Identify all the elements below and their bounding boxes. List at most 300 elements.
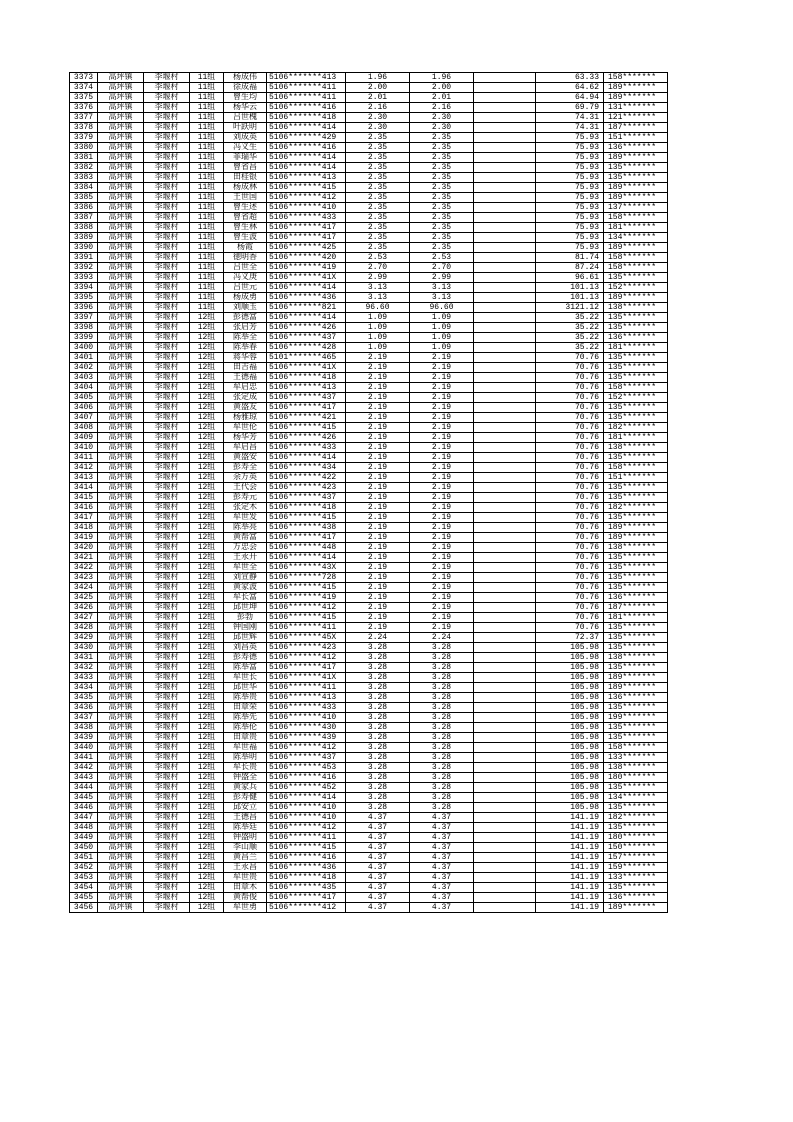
amount-cell: 105.98 [536,703,604,713]
table-row [70,883,668,893]
amount-cell: 63.33 [536,73,604,83]
area-cell: 2.19 [346,423,410,433]
amount-cell: 70.76 [536,583,604,593]
row-number-cell: 3452 [70,863,98,873]
name-cell: 刘顺玉 [224,303,267,313]
area-cell: 2.19 [346,363,410,373]
name-cell: 王德福 [224,373,267,383]
table-row [70,493,668,503]
table-row [70,433,668,443]
confirmed-area-cell: 4.37 [410,883,474,893]
row-number-cell: 3407 [70,413,98,423]
phone-cell: 135******* [604,353,668,363]
town-cell: 高坪镇 [98,283,144,293]
group-cell: 12组 [190,443,224,453]
area-cell: 2.19 [346,493,410,503]
row-number-cell: 3439 [70,733,98,743]
phone-cell: 135******* [604,723,668,733]
blank-cell [474,483,536,493]
id-number-cell: 5106*******41X [267,673,346,683]
id-number-cell: 5106*******421 [267,413,346,423]
table-row [70,863,668,873]
town-cell: 高坪镇 [98,693,144,703]
name-cell: 邱世华 [224,683,267,693]
village-cell: 李堰村 [144,773,190,783]
id-number-cell: 5106*******414 [267,123,346,133]
area-cell: 2.35 [346,143,410,153]
group-cell: 11组 [190,163,224,173]
confirmed-area-cell: 2.24 [410,633,474,643]
name-cell: 田桂银 [224,173,267,183]
row-number-cell: 3396 [70,303,98,313]
town-cell: 高坪镇 [98,713,144,723]
group-cell: 11组 [190,123,224,133]
table-row [70,113,668,123]
group-cell: 11组 [190,303,224,313]
blank-cell [474,493,536,503]
id-number-cell: 5106*******415 [267,513,346,523]
village-cell: 李堰村 [144,903,190,913]
id-number-cell: 5106*******439 [267,733,346,743]
town-cell: 高坪镇 [98,583,144,593]
town-cell: 高坪镇 [98,813,144,823]
phone-cell: 189******* [604,673,668,683]
table-row [70,473,668,483]
phone-cell: 158******* [604,253,668,263]
row-number-cell: 3453 [70,873,98,883]
village-cell: 李堰村 [144,753,190,763]
id-number-cell: 5106*******448 [267,543,346,553]
table-row [70,83,668,93]
confirmed-area-cell: 2.35 [410,233,474,243]
blank-cell [474,323,536,333]
phone-cell: 133******* [604,873,668,883]
town-cell: 高坪镇 [98,193,144,203]
id-number-cell: 5106*******452 [267,783,346,793]
id-number-cell: 5106*******414 [267,283,346,293]
name-cell: 邱世辉 [224,633,267,643]
id-number-cell: 5106*******414 [267,453,346,463]
phone-cell: 135******* [604,583,668,593]
name-cell: 徐成福 [224,83,267,93]
amount-cell: 70.76 [536,373,604,383]
row-number-cell: 3420 [70,543,98,553]
id-number-cell: 5106*******410 [267,203,346,213]
village-cell: 李堰村 [144,663,190,673]
town-cell: 高坪镇 [98,783,144,793]
name-cell: 吕世全 [224,263,267,273]
table-row [70,143,668,153]
village-cell: 李堰村 [144,783,190,793]
area-cell: 3.28 [346,673,410,683]
name-cell: 牟世福 [224,743,267,753]
group-cell: 12组 [190,793,224,803]
name-cell: 张启芳 [224,323,267,333]
town-cell: 高坪镇 [98,143,144,153]
amount-cell: 105.98 [536,713,604,723]
id-number-cell: 5101*******465 [267,353,346,363]
area-cell: 3.13 [346,283,410,293]
town-cell: 高坪镇 [98,603,144,613]
table-row [70,763,668,773]
confirmed-area-cell: 3.28 [410,673,474,683]
village-cell: 李堰村 [144,363,190,373]
confirmed-area-cell: 2.99 [410,273,474,283]
amount-cell: 75.93 [536,193,604,203]
amount-cell: 75.93 [536,153,604,163]
id-number-cell: 5106*******453 [267,763,346,773]
table-row [70,223,668,233]
area-cell: 2.35 [346,223,410,233]
table-row [70,453,668,463]
amount-cell: 35.22 [536,313,604,323]
blank-cell [474,863,536,873]
group-cell: 12组 [190,753,224,763]
blank-cell [474,463,536,473]
group-cell: 12组 [190,643,224,653]
village-cell: 李堰村 [144,873,190,883]
town-cell: 高坪镇 [98,263,144,273]
area-cell: 3.28 [346,713,410,723]
group-cell: 12组 [190,833,224,843]
phone-cell: 152******* [604,283,668,293]
blank-cell [474,883,536,893]
id-number-cell: 5106*******436 [267,293,346,303]
name-cell: 曾生均 [224,93,267,103]
confirmed-area-cell: 2.19 [410,413,474,423]
blank-cell [474,353,536,363]
area-cell: 2.35 [346,233,410,243]
table-body [70,73,668,913]
blank-cell [474,743,536,753]
id-number-cell: 5106*******437 [267,393,346,403]
area-cell: 3.28 [346,733,410,743]
confirmed-area-cell: 2.19 [410,533,474,543]
area-cell: 2.70 [346,263,410,273]
village-cell: 李堰村 [144,393,190,403]
row-number-cell: 3437 [70,713,98,723]
area-cell: 1.09 [346,343,410,353]
amount-cell: 70.76 [536,363,604,373]
village-cell: 李堰村 [144,233,190,243]
name-cell: 陈举明 [224,753,267,763]
id-number-cell: 5106*******41X [267,363,346,373]
name-cell: 张定木 [224,503,267,513]
amount-cell: 70.76 [536,473,604,483]
town-cell: 高坪镇 [98,653,144,663]
village-cell: 李堰村 [144,523,190,533]
amount-cell: 105.98 [536,723,604,733]
id-number-cell: 5106*******437 [267,753,346,763]
confirmed-area-cell: 4.37 [410,813,474,823]
group-cell: 11组 [190,293,224,303]
town-cell: 高坪镇 [98,843,144,853]
area-cell: 4.37 [346,823,410,833]
row-number-cell: 3418 [70,523,98,533]
id-number-cell: 5106*******433 [267,213,346,223]
confirmed-area-cell: 2.19 [410,473,474,483]
confirmed-area-cell: 3.28 [410,713,474,723]
table-row [70,693,668,703]
table-row [70,163,668,173]
confirmed-area-cell: 4.37 [410,893,474,903]
confirmed-area-cell: 3.28 [410,753,474,763]
town-cell: 高坪镇 [98,863,144,873]
village-cell: 李堰村 [144,893,190,903]
name-cell: 黄昌兰 [224,853,267,863]
confirmed-area-cell: 2.19 [410,613,474,623]
area-cell: 2.35 [346,203,410,213]
confirmed-area-cell: 4.37 [410,843,474,853]
table-row [70,183,668,193]
phone-cell: 151******* [604,473,668,483]
confirmed-area-cell: 2.19 [410,603,474,613]
row-number-cell: 3377 [70,113,98,123]
area-cell: 2.53 [346,253,410,263]
id-number-cell: 5106*******435 [267,883,346,893]
table-row [70,713,668,723]
area-cell: 2.19 [346,433,410,443]
group-cell: 11组 [190,233,224,243]
town-cell: 高坪镇 [98,373,144,383]
town-cell: 高坪镇 [98,363,144,373]
name-cell: 钟盛明 [224,833,267,843]
amount-cell: 70.76 [536,613,604,623]
row-number-cell: 3379 [70,133,98,143]
name-cell: 钟盛全 [224,773,267,783]
amount-cell: 64.94 [536,93,604,103]
phone-cell: 180******* [604,833,668,843]
group-cell: 12组 [190,883,224,893]
id-number-cell: 5106*******417 [267,533,346,543]
table-row [70,353,668,363]
row-number-cell: 3419 [70,533,98,543]
town-cell: 高坪镇 [98,173,144,183]
area-cell: 2.00 [346,83,410,93]
blank-cell [474,193,536,203]
phone-cell: 181******* [604,433,668,443]
phone-cell: 181******* [604,343,668,353]
town-cell: 高坪镇 [98,563,144,573]
area-cell: 2.24 [346,633,410,643]
group-cell: 12组 [190,353,224,363]
name-cell: 陈举贵 [224,693,267,703]
amount-cell: 70.76 [536,503,604,513]
village-cell: 李堰村 [144,533,190,543]
name-cell: 钟国刚 [224,623,267,633]
name-cell: 彭德富 [224,313,267,323]
group-cell: 12组 [190,453,224,463]
blank-cell [474,723,536,733]
id-number-cell: 5106*******413 [267,383,346,393]
phone-cell: 158******* [604,73,668,83]
town-cell: 高坪镇 [98,473,144,483]
table-row [70,213,668,223]
confirmed-area-cell: 2.53 [410,253,474,263]
village-cell: 李堰村 [144,683,190,693]
town-cell: 高坪镇 [98,413,144,423]
row-number-cell: 3406 [70,403,98,413]
id-number-cell: 5106*******418 [267,373,346,383]
town-cell: 高坪镇 [98,573,144,583]
table-row [70,393,668,403]
group-cell: 11组 [190,263,224,273]
table-row [70,773,668,783]
id-number-cell: 5106*******418 [267,873,346,883]
table-row [70,583,668,593]
group-cell: 11组 [190,223,224,233]
phone-cell: 135******* [604,783,668,793]
confirmed-area-cell: 3.28 [410,653,474,663]
village-cell: 李堰村 [144,863,190,873]
amount-cell: 105.98 [536,673,604,683]
village-cell: 李堰村 [144,833,190,843]
village-cell: 李堰村 [144,293,190,303]
row-number-cell: 3441 [70,753,98,763]
amount-cell: 105.98 [536,683,604,693]
area-cell: 2.35 [346,213,410,223]
amount-cell: 70.76 [536,573,604,583]
amount-cell: 75.93 [536,223,604,233]
group-cell: 12组 [190,583,224,593]
phone-cell: 135******* [604,403,668,413]
name-cell: 王世国 [224,193,267,203]
confirmed-area-cell: 3.28 [410,743,474,753]
area-cell: 2.19 [346,583,410,593]
name-cell: 曾生述 [224,203,267,213]
row-number-cell: 3427 [70,613,98,623]
id-number-cell: 5106*******419 [267,263,346,273]
town-cell: 高坪镇 [98,493,144,503]
group-cell: 11组 [190,203,224,213]
confirmed-area-cell: 3.28 [410,643,474,653]
id-number-cell: 5106*******410 [267,713,346,723]
table-row [70,893,668,903]
village-cell: 李堰村 [144,463,190,473]
id-number-cell: 5106*******417 [267,233,346,243]
id-number-cell: 5106*******728 [267,573,346,583]
village-cell: 李堰村 [144,813,190,823]
table-row [70,523,668,533]
table-row [70,283,668,293]
table-row [70,803,668,813]
confirmed-area-cell: 2.19 [410,393,474,403]
name-cell: 陈举全 [224,333,267,343]
phone-cell: 135******* [604,493,668,503]
table-row [70,423,668,433]
phone-cell: 158******* [604,213,668,223]
village-cell: 李堰村 [144,703,190,713]
town-cell: 高坪镇 [98,453,144,463]
blank-cell [474,843,536,853]
phone-cell: 189******* [604,183,668,193]
row-number-cell: 3384 [70,183,98,193]
phone-cell: 138******* [604,763,668,773]
amount-cell: 70.76 [536,563,604,573]
town-cell: 高坪镇 [98,233,144,243]
row-number-cell: 3373 [70,73,98,83]
phone-cell: 157******* [604,853,668,863]
area-cell: 4.37 [346,833,410,843]
phone-cell: 189******* [604,93,668,103]
phone-cell: 189******* [604,193,668,203]
amount-cell: 105.98 [536,773,604,783]
village-cell: 李堰村 [144,213,190,223]
blank-cell [474,213,536,223]
confirmed-area-cell: 1.09 [410,323,474,333]
row-number-cell: 3378 [70,123,98,133]
blank-cell [474,153,536,163]
id-number-cell: 5106*******438 [267,523,346,533]
id-number-cell: 5106*******417 [267,663,346,673]
amount-cell: 70.76 [536,593,604,603]
table-row [70,93,668,103]
confirmed-area-cell: 2.19 [410,383,474,393]
area-cell: 2.19 [346,553,410,563]
confirmed-area-cell: 2.19 [410,363,474,373]
blank-cell [474,233,536,243]
name-cell: 牟世贵 [224,873,267,883]
blank-cell [474,293,536,303]
group-cell: 12组 [190,783,224,793]
confirmed-area-cell: 3.28 [410,773,474,783]
table-row [70,853,668,863]
amount-cell: 70.76 [536,543,604,553]
phone-cell: 135******* [604,733,668,743]
name-cell: 邱安立 [224,803,267,813]
area-cell: 2.35 [346,163,410,173]
group-cell: 11组 [190,143,224,153]
phone-cell: 158******* [604,263,668,273]
name-cell: 杨成伟 [224,73,267,83]
group-cell: 12组 [190,463,224,473]
name-cell: 牟长富 [224,593,267,603]
amount-cell: 35.22 [536,323,604,333]
name-cell: 黄盛友 [224,403,267,413]
name-cell: 杨华云 [224,103,267,113]
area-cell: 4.37 [346,863,410,873]
town-cell: 高坪镇 [98,833,144,843]
town-cell: 高坪镇 [98,273,144,283]
town-cell: 高坪镇 [98,893,144,903]
phone-cell: 181******* [604,613,668,623]
blank-cell [474,853,536,863]
phone-cell: 158******* [604,463,668,473]
name-cell: 田章贵 [224,733,267,743]
town-cell: 高坪镇 [98,543,144,553]
blank-cell [474,573,536,583]
phone-cell: 189******* [604,293,668,303]
area-cell: 2.19 [346,383,410,393]
table-row [70,483,668,493]
id-number-cell: 5106*******434 [267,463,346,473]
town-cell: 高坪镇 [98,663,144,673]
group-cell: 12组 [190,803,224,813]
amount-cell: 141.19 [536,883,604,893]
area-cell: 3.28 [346,693,410,703]
village-cell: 李堰村 [144,763,190,773]
town-cell: 高坪镇 [98,633,144,643]
group-cell: 12组 [190,863,224,873]
row-number-cell: 3412 [70,463,98,473]
group-cell: 11组 [190,173,224,183]
row-number-cell: 3443 [70,773,98,783]
confirmed-area-cell: 3.28 [410,693,474,703]
row-number-cell: 3392 [70,263,98,273]
confirmed-area-cell: 2.19 [410,423,474,433]
row-number-cell: 3400 [70,343,98,353]
name-cell: 牟世勇 [224,903,267,913]
